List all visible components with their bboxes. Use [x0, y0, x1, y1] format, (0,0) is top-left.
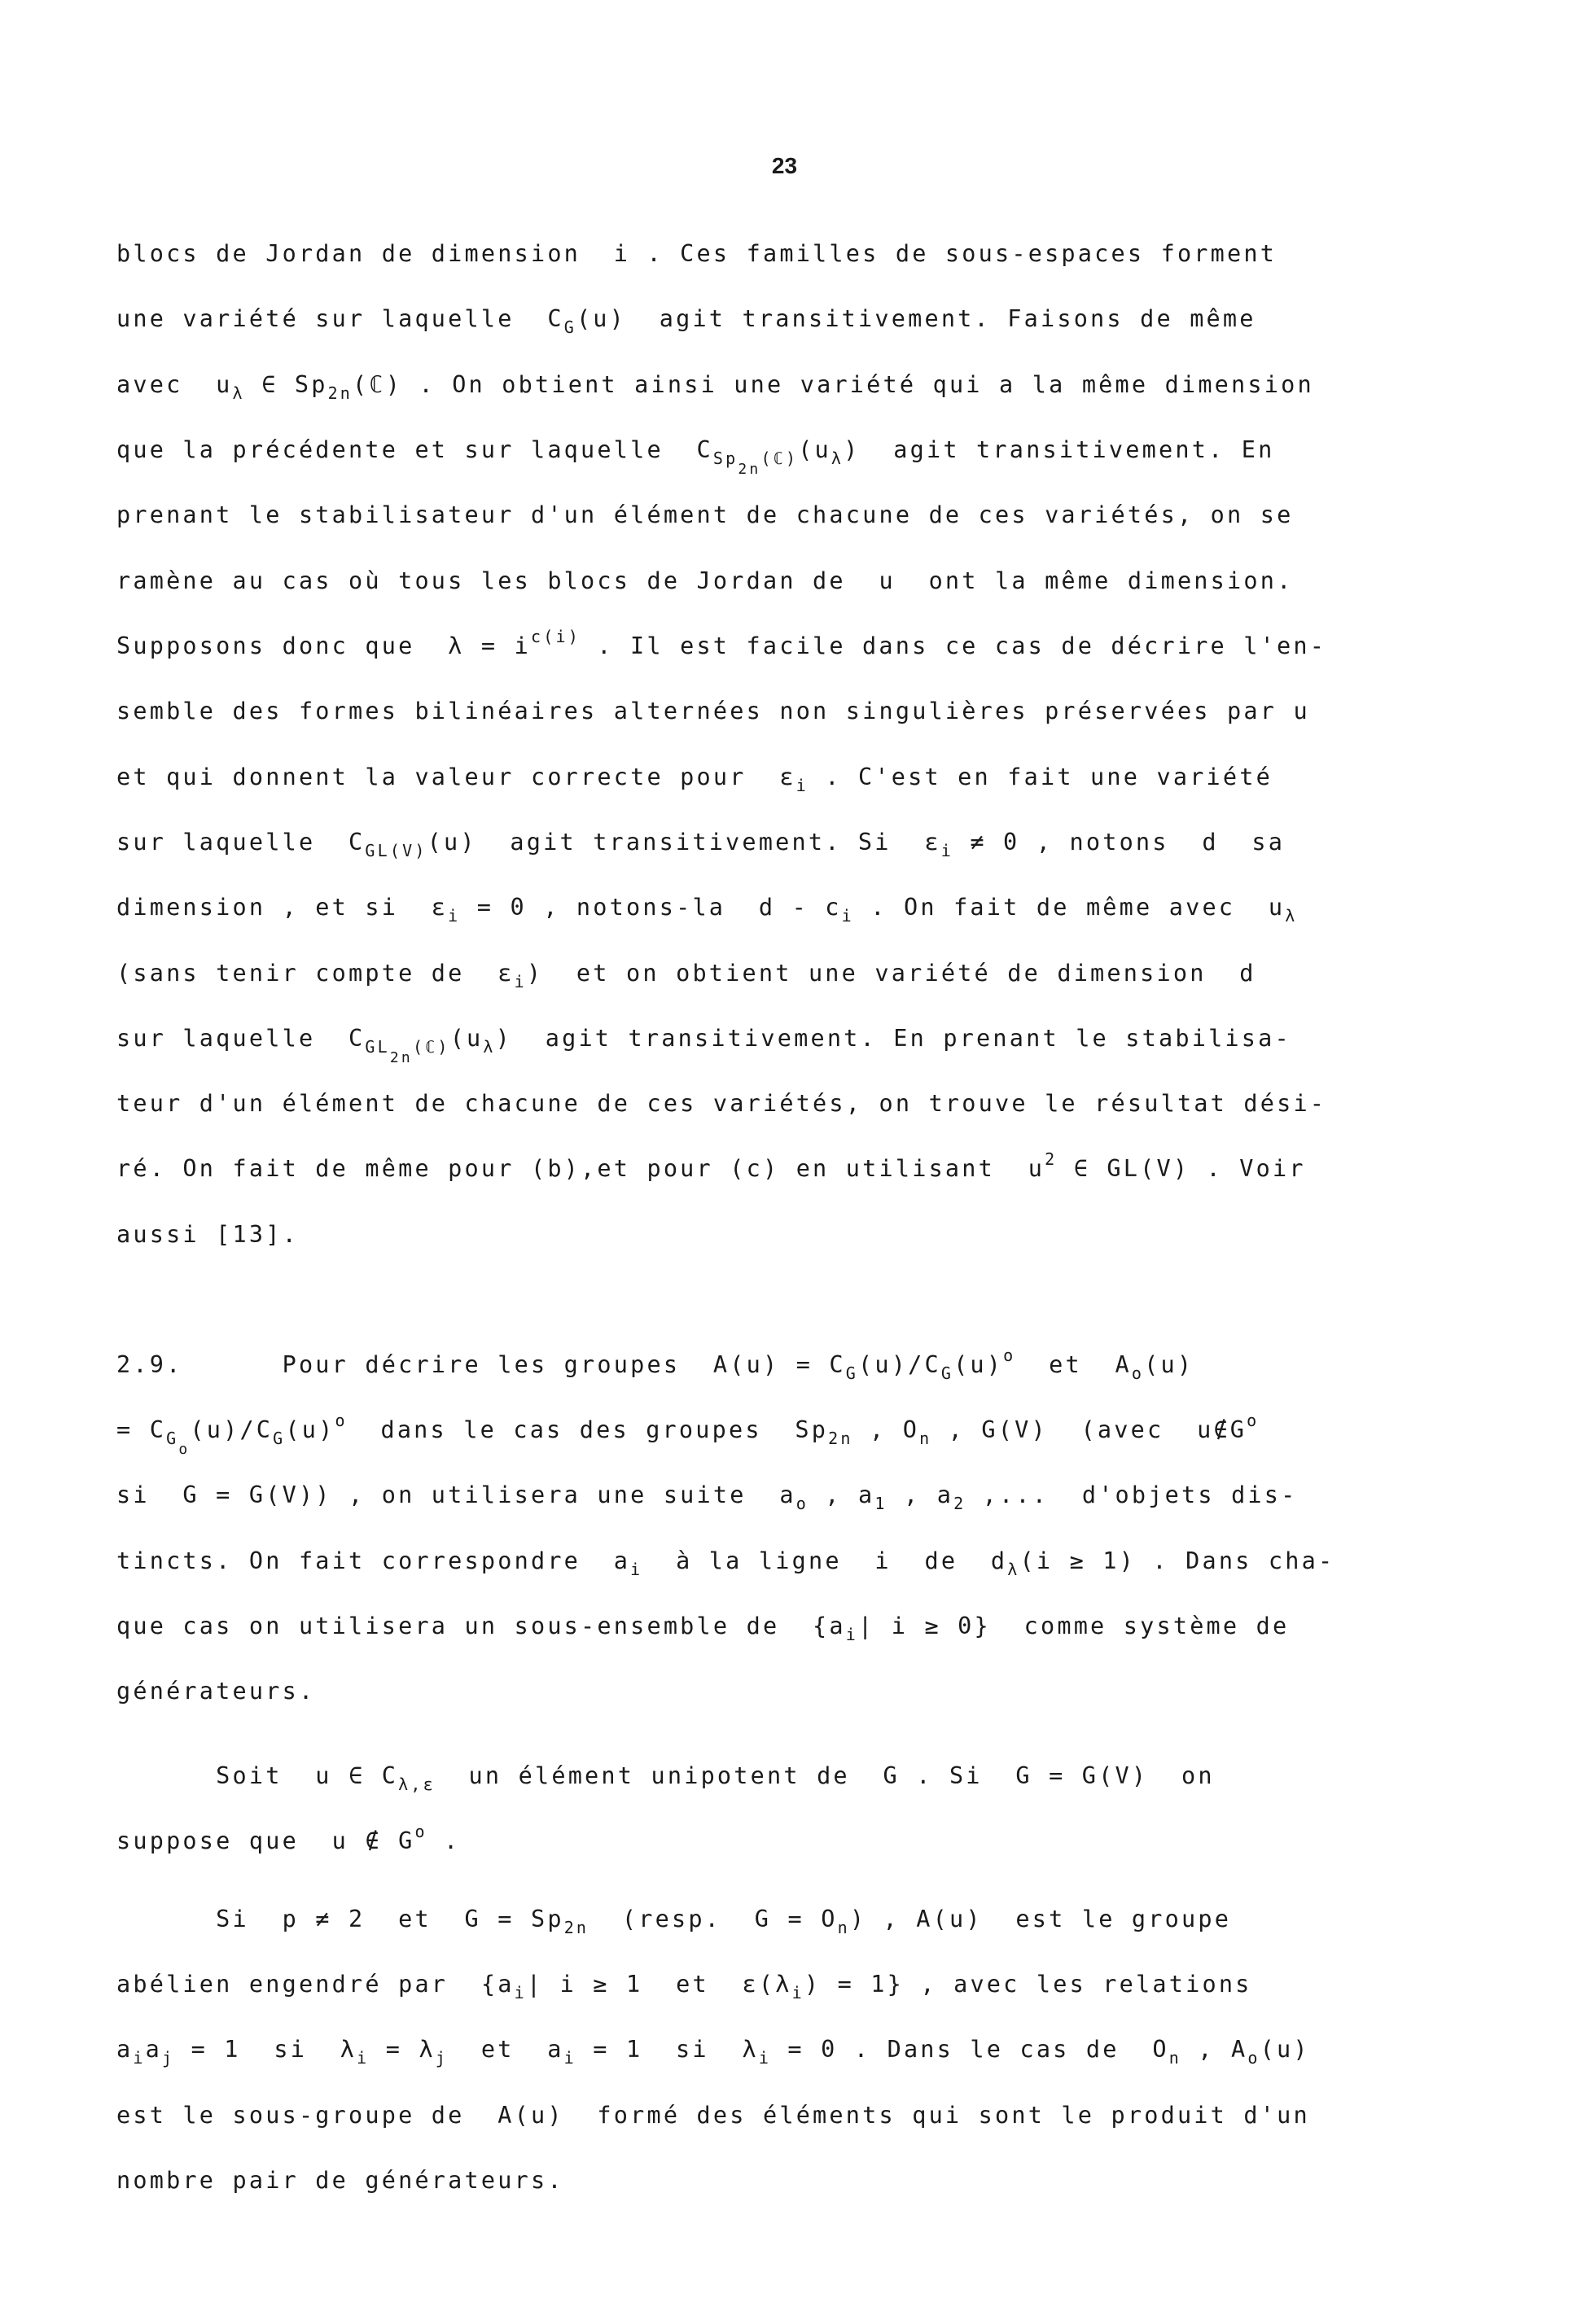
text-line: générateurs. — [116, 1678, 316, 1705]
text-line: que la précédente et sur laquelle $C_{Sp2n(ℂ)}(u_\lambda)$ agit transitivement. En — [116, 436, 1275, 478]
text-line: dimension , et si $\varepsilon_i = 0$ , notons-la d - $c_i$ . On fait de même avec $u_\lambda$ — [116, 894, 1298, 926]
text-line: une variété sur laquelle $C_G(u)$ agit transitivement. Faisons de même — [116, 305, 1256, 337]
text-line: ré. On fait de même pour (b),et pour (c) en utilisant $u^2$ ∈ GL(V) . Voir — [116, 1149, 1306, 1182]
text-line: abélien engendré par {$a_i|$ i ≥ 1 et $\varepsilon(\lambda_i) = 1$} , avec les relations — [116, 1971, 1252, 2002]
text-line: suppose que u ∉ $G^o$ . — [116, 1822, 461, 1854]
text-line: si G = G(V)) , on utilisera une suite $a_o$ , $a_1$ , $a_2$ ,... d'objets dis- — [116, 1481, 1298, 1513]
text-line: tincts. On fait correspondre $a_i$ à la ligne i de $d_\lambda(i \ge 1)$ . Dans cha- — [116, 1547, 1335, 1579]
text-line: est le sous-groupe de A(u) formé des éléments qui sont le produit d'un — [116, 2102, 1310, 2129]
text-line: que cas on utilisera un sous-ensemble de {$a_i|$ i ≥ 0} comme système de — [116, 1613, 1290, 1644]
text-line: sur laquelle $C_{GL2n(ℂ)}(u_\lambda)$ agit transitivement. En prenant le stabilisa- — [116, 1025, 1291, 1066]
text-line: blocs de Jordan de dimension i . Ces familles de sous-espaces forment — [116, 240, 1278, 267]
page-number: 23 — [771, 153, 798, 178]
text-line: prenant le stabilisateur d'un élément de chacune de ces variétés, on se — [116, 501, 1294, 528]
text-line: $a_ia_j = 1$ si $\lambda_i = \lambda_j$ et $a_i = 1$ si $\lambda_i = 0$ . Dans le cas de $O_n$ , $A_o(u)$ — [116, 2036, 1310, 2068]
text-line: Si p ≠ 2 et $G = Sp_{2n}$ (resp. $G = O_n$) , A(u) est le groupe — [116, 1906, 1232, 1937]
text-line: avec $u_\lambda$ ∈ $Sp_{2n}(ℂ)$ . On obtient ainsi une variété qui a la même dimension — [116, 371, 1314, 403]
text-line: = $C_{Go}(u)/C_G(u)^o$ dans le cas des groupes $Sp_{2n}$ , $O_n$ , G(V) (avec $u\notin G^o$ — [116, 1411, 1260, 1458]
text-line: (sans tenir compte de $\varepsilon_i$) et on obtient une variété de dimension d — [116, 960, 1256, 991]
text-line: teur d'un élément de chacune de ces variétés, on trouve le résultat dési- — [116, 1090, 1327, 1117]
text-line: et qui donnent la valeur correcte pour $\varepsilon_i$ . C'est en fait une variété — [116, 764, 1273, 795]
text-line: aussi [13]. — [116, 1221, 299, 1248]
text-line: 2.9. Pour décrire les groupes $A(u) = C_G(u)/C_G(u)^o$ et $A_o(u)$ — [116, 1346, 1194, 1383]
text-line: nombre pair de générateurs. — [116, 2167, 564, 2194]
text-line: semble des formes bilinéaires alternées non singulières préservées par u — [116, 698, 1310, 724]
text-line: ramène au cas où tous les blocs de Jordan de u ont la même dimension. — [116, 567, 1294, 594]
text-line: Soit u ∈ $C_{\lambda,\varepsilon}$ un élément unipotent de G . Si G = G(V) on — [116, 1762, 1215, 1794]
text-line: Supposons donc que $\lambda = i^{c(i)}$ . Il est facile dans ce cas de décrire l'en- — [116, 627, 1327, 659]
text-line: sur laquelle $C_{GL(V)}(u)$ agit transitivement. Si $\varepsilon_i \ne 0$ , notons d sa — [116, 829, 1286, 860]
